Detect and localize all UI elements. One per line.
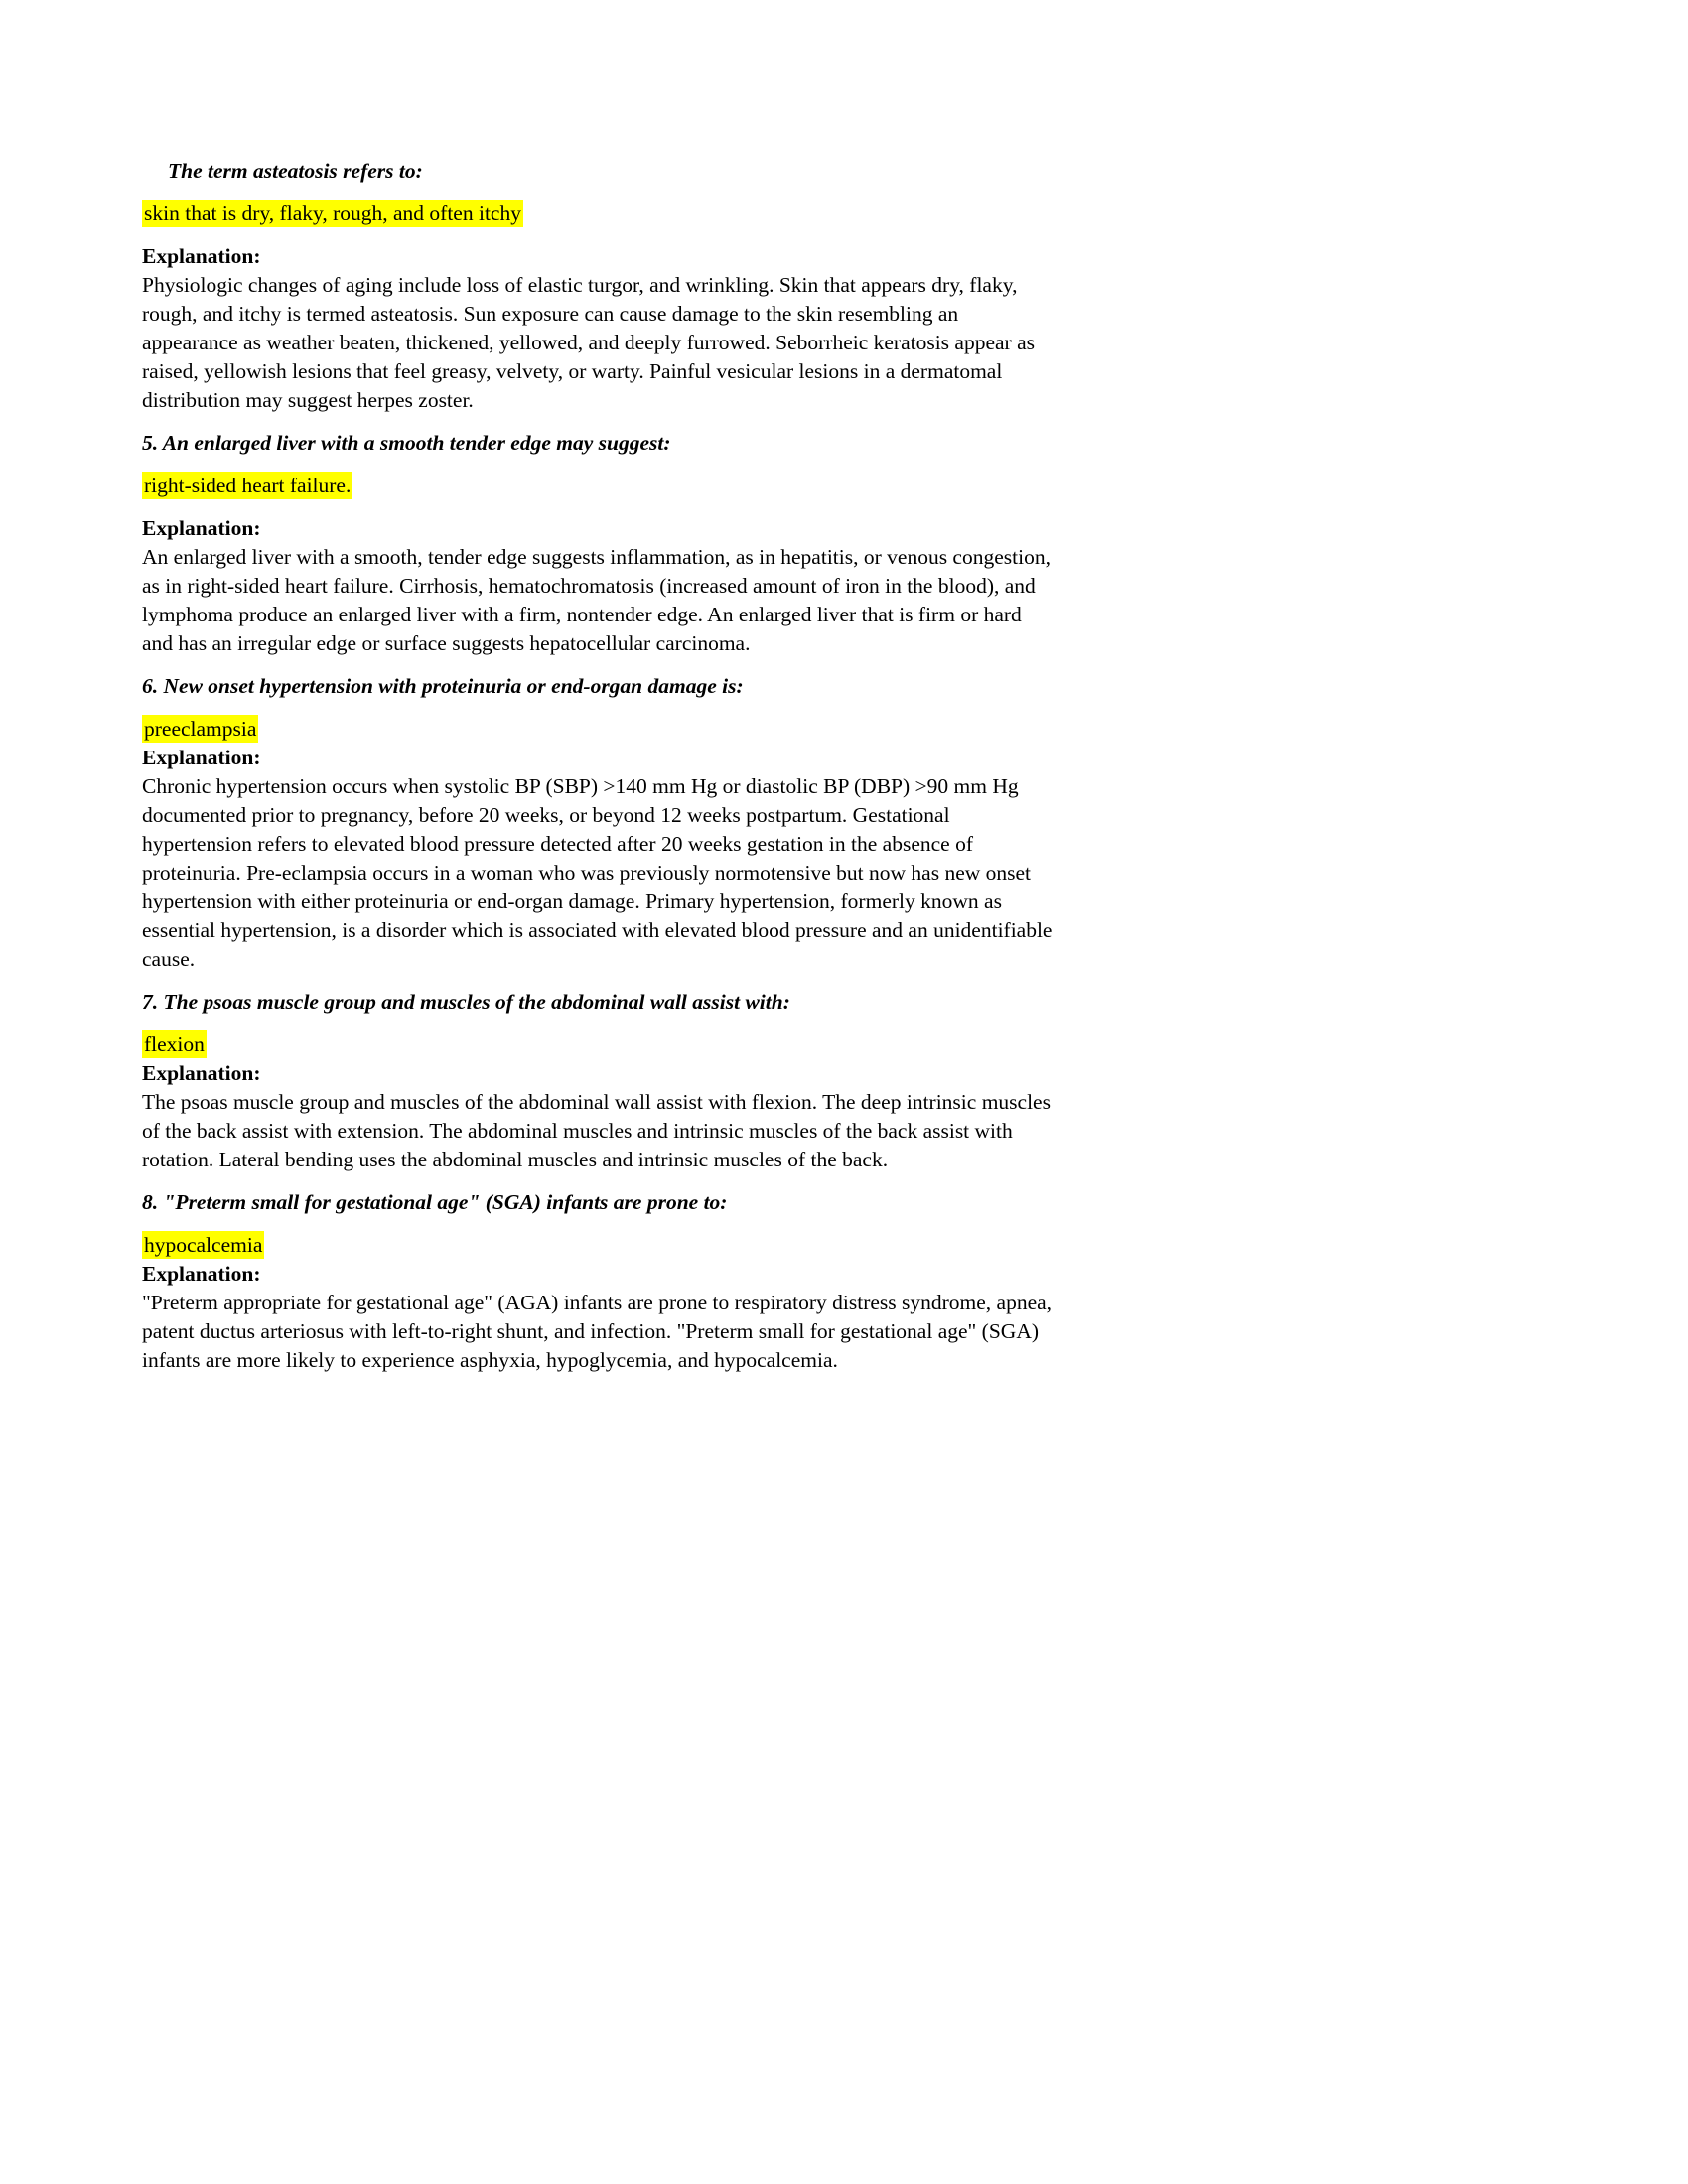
question-title: The term asteatosis refers to: [168,159,423,183]
highlighted-answer: skin that is dry, flaky, rough, and often itchy [144,202,521,225]
answer-line [142,200,1057,228]
explanation [142,514,1057,658]
explanation-label: Explanation: [142,1262,261,1286]
question-title: 8. "Preterm small for gestational age" (SGA) infants are prone to: [142,1190,728,1214]
document-page [142,0,1057,1375]
explanation [142,1260,1057,1375]
answer-line [142,715,1057,744]
explanation-text: An enlarged liver with a smooth, tender edge suggests inflammation, as in hepatitis, or venous congestion, as in right-sided heart failure. Cirrhosis, hematochromatosis (increased amount of iron in the blood), and lymphoma produce an enlarged liver with a firm, nontender edge. An enlarged liver that is firm or hard and has an irregular edge or surface suggests hepatocellular carcinoma. [142,545,1051,655]
question-block [142,988,1057,1174]
question-block [142,429,1057,658]
explanation [142,242,1057,415]
explanation-text: Chronic hypertension occurs when systolic BP (SBP) >140 mm Hg or diastolic BP (DBP) >90 mm Hg documented prior to pregnancy, before 20 weeks, or beyond 12 weeks postpartum. Gestational hypertension refers to elevated blood pressure detected after 20 weeks gestation in the absence of proteinuria. Pre-eclampsia occurs in a woman who was previously normotensive but now has new onset hypertension with either proteinuria or end-organ damage. Primary hypertension, formerly known as essential hypertension, is a disorder which is associated with elevated blood pressure and an unidentifiable cause. [142,774,1053,971]
highlighted-answer: flexion [144,1032,205,1056]
explanation-text: Physiologic changes of aging include loss of elastic turgor, and wrinkling. Skin that appears dry, flaky, rough, and itchy is termed asteatosis. Sun exposure can cause damage to the skin resembling an appearance as weather beaten, thickened, yellowed, and deeply furrowed. Seborrheic keratosis appear as raised, yellowish lesions that feel greasy, velvety, or warty. Painful vesicular lesions in a dermatomal distribution may suggest herpes zoster. [142,273,1036,412]
question-title: 5. An enlarged liver with a smooth tender edge may suggest: [142,431,671,455]
highlighted-answer: right-sided heart failure. [144,474,352,497]
question-block [142,672,1057,974]
explanation-label: Explanation: [142,516,261,540]
explanation-text: "Preterm appropriate for gestational age" (AGA) infants are prone to respiratory distress syndrome, apnea, patent ductus arteriosus with left-to-right shunt, and infection. "Preterm small for gestational age" (SGA) infants are more likely to experience asphyxia, hypoglycemia, and hypocalcemia. [142,1291,1053,1372]
highlighted-answer: hypocalcemia [144,1233,263,1257]
explanation [142,744,1057,974]
answer-line [142,1030,1057,1059]
explanation-label: Explanation: [142,244,261,268]
question-block [142,1188,1057,1375]
highlighted-answer: preeclampsia [144,717,257,741]
explanation [142,1059,1057,1174]
explanation-label: Explanation: [142,1061,261,1085]
explanation-text: The psoas muscle group and muscles of the abdominal wall assist with flexion. The deep intrinsic muscles of the back assist with extension. The abdominal muscles and intrinsic muscles of the back assist with rotation. Lateral bending uses the abdominal muscles and intrinsic muscles of the back. [142,1090,1051,1171]
answer-line [142,1231,1057,1260]
explanation-label: Explanation: [142,746,261,769]
question-title: 6. New onset hypertension with proteinuria or end-organ damage is: [142,674,744,698]
question-title: 7. The psoas muscle group and muscles of the abdominal wall assist with: [142,990,790,1014]
question-block [142,157,1057,415]
answer-line [142,472,1057,500]
